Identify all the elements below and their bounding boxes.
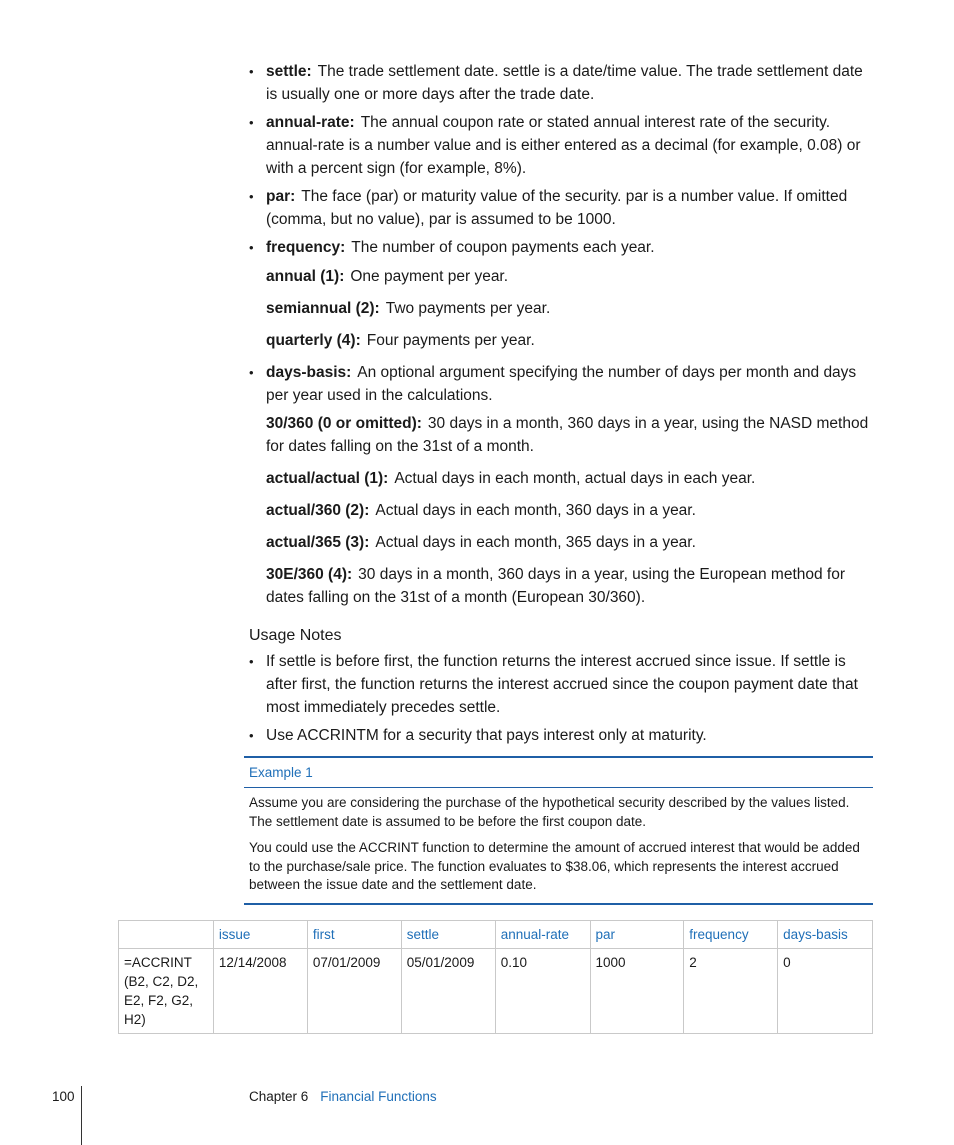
usage-notes-list [249,650,869,747]
example-paragraph: Assume you are considering the purchase of the hypothetical security described by the values listed. The settlement date is assumed to be before the first coupon date. [249,795,850,829]
argument-term: frequency: [266,239,346,256]
argument-term: annual-rate: [266,114,355,131]
argument-description: The face (par) or maturity value of the security. par is a number value. If omitted (comma, but no value), par is assumed to be 1000. [266,188,848,228]
option-term: 30E/360 (4): [266,566,353,583]
table-header-cell: par [590,921,684,949]
argument-list [249,60,869,609]
argument-term: settle: [266,63,312,80]
argument-description: An optional argument specifying the number of days per month and days per year used in the calculations. [266,364,857,404]
table-header-cell: settle [401,921,495,949]
option-description: Actual days in each month, actual days in each year. [394,470,756,487]
table-header-cell: frequency [684,921,778,949]
argument-term: par: [266,188,296,205]
option-term: semiannual (2): [266,300,380,317]
list-item [249,185,869,231]
table-cell: 0.10 [495,949,590,1034]
example-table [118,920,873,1034]
argument-description: The number of coupon payments each year. [351,239,655,256]
main-content [249,60,869,752]
argument-description: The trade settlement date. settle is a date/time value. The trade settlement date is usually one or more days after the trade date. [266,63,863,103]
list-item [249,60,869,106]
days-basis-option [266,563,869,609]
list-item: • If settle is before first, the function returns the interest accrued since issue. If settle is after first, the function returns the interest accrued since the coupon payment date that most immediately precedes settle. [249,650,869,719]
option-description: Two payments per year. [385,300,551,317]
chapter-label: Chapter 6 [249,1089,309,1104]
option-term: annual (1): [266,268,345,285]
table-header-cell: annual-rate [495,921,590,949]
option-description: Four payments per year. [366,332,535,349]
list-item [249,361,869,609]
table-header-row [119,921,873,949]
table-row [119,949,873,1034]
chapter-title-link[interactable]: Financial Functions [320,1089,437,1104]
example-bottom-rule [244,903,873,905]
table-cell: 07/01/2009 [307,949,401,1034]
example-title-rule [244,787,873,788]
table-cell: 05/01/2009 [401,949,495,1034]
option-term: actual/actual (1): [266,470,389,487]
page-number: 100 [52,1089,75,1104]
example-box [244,756,873,905]
table-header-cell: days-basis [778,921,873,949]
frequency-option [266,297,869,320]
table-header-cell: first [307,921,401,949]
days-basis-option [266,499,869,522]
frequency-option [266,329,869,352]
table-cell: 1000 [590,949,684,1034]
days-basis-option [266,467,869,490]
table-cell: 0 [778,949,873,1034]
days-basis-option [266,531,869,554]
option-description: 30 days in a month, 360 days in a year, using the European method for dates falling on the 31st of a month (European 30/360). [266,566,846,606]
list-item: • Use ACCRINTM for a security that pays interest only at maturity. [249,724,869,747]
table-header-cell [119,921,214,949]
argument-description: The annual coupon rate or stated annual interest rate of the security. annual-rate is a number value and is either entered as a decimal (for example, 0.08) or with a percent sign (for example, 8%). [266,114,861,177]
table-header-cell: issue [213,921,307,949]
usage-notes-heading: Usage Notes [249,627,342,644]
option-description: Actual days in each month, 360 days in a year. [375,502,696,519]
table-cell: 12/14/2008 [213,949,307,1034]
list-item [249,236,869,352]
list-item [249,111,869,180]
frequency-option [266,265,869,288]
table-cell: 2 [684,949,778,1034]
example-title: Example 1 [249,765,313,780]
option-term: quarterly (4): [266,332,361,349]
footer-divider [81,1086,82,1145]
option-description: 30 days in a month, 360 days in a year, using the NASD method for dates falling on the 31st of a month. [266,415,869,455]
table-cell: =ACCRINT (B2, C2, D2, E2, F2, G2, H2) [119,949,214,1034]
option-term: actual/360 (2): [266,502,370,519]
option-term: actual/365 (3): [266,534,370,551]
days-basis-option [266,412,869,458]
example-paragraph: You could use the ACCRINT function to determine the amount of accrued interest that would be added to the purchase/sale price. The function evaluates to $38.06, which represents the interest accrued between the issue date and the settlement date. [249,840,860,892]
option-term: 30/360 (0 or omitted): [266,415,422,432]
option-description: One payment per year. [350,268,509,285]
footer-chapter [249,1089,437,1104]
argument-term: days-basis: [266,364,352,381]
option-description: Actual days in each month, 365 days in a year. [375,534,696,551]
